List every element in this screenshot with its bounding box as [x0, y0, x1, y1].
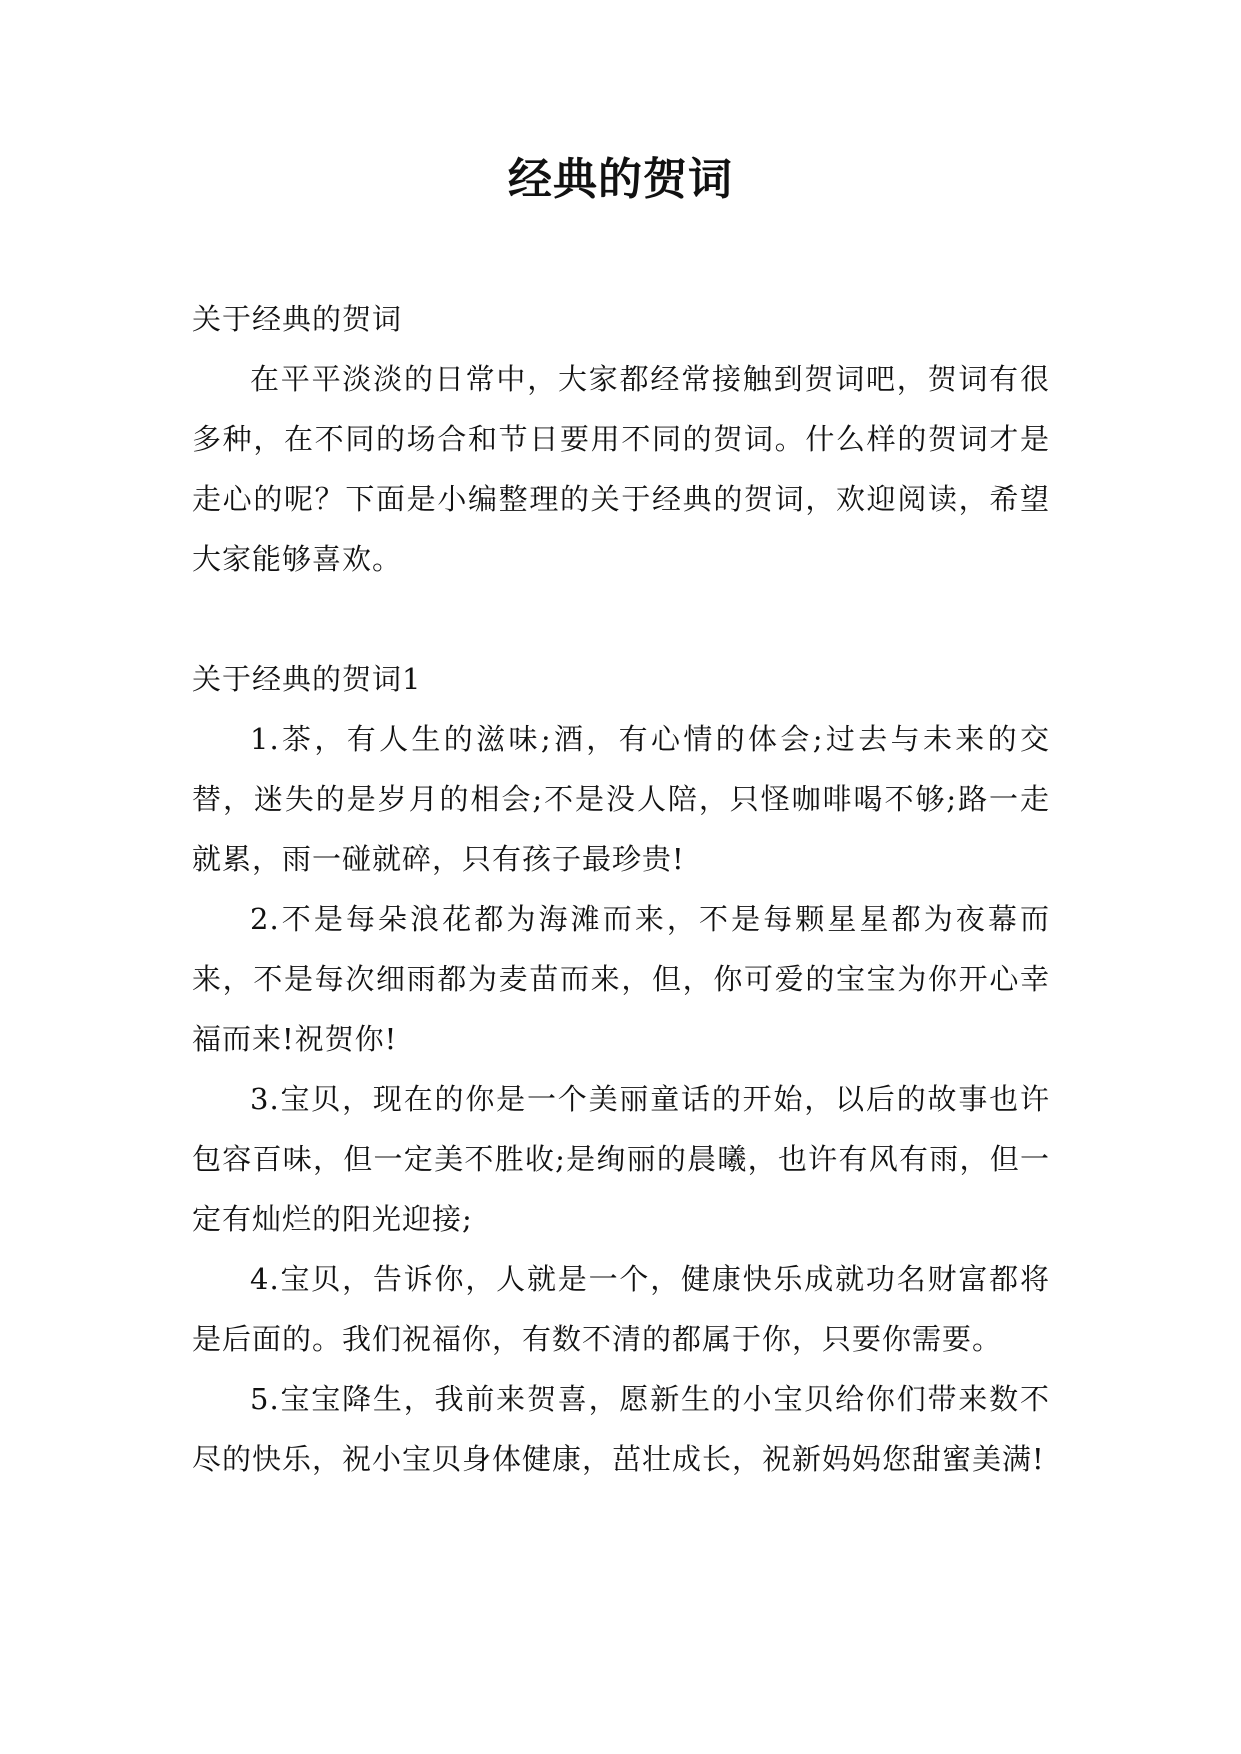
document-body	[192, 289, 1050, 1489]
section-spacer	[192, 589, 1050, 649]
intro-paragraph: 在平平淡淡的日常中，大家都经常接触到贺词吧，贺词有很多种，在不同的场合和节日要用不同的贺词。什么样的贺词才是走心的呢？下面是小编整理的关于经典的贺词，欢迎阅读，希望大家能够喜欢。	[192, 362, 1050, 576]
heading: 关于经典的贺词	[192, 302, 403, 336]
greeting-item-2: 2.不是每朵浪花都为海滩而来，不是每颗星星都为夜幕而来，不是每次细雨都为麦苗而来，但，你可爱的宝宝为你开心幸福而来!祝贺你!	[192, 902, 1050, 1056]
greeting-item-1: 1.茶，有人生的滋味;酒，有心情的体会;过去与未来的交替，迷失的是岁月的相会;不是没人陪，只怪咖啡喝不够;路一走就累，雨一碰就碎，只有孩子最珍贵!	[192, 722, 1050, 876]
greeting-item-4: 4.宝贝，告诉你，人就是一个，健康快乐成就功名财富都将是后面的。我们祝福你，有数不清的都属于你，只要你需要。	[192, 1262, 1050, 1356]
section-heading: 关于经典的贺词1	[192, 662, 422, 696]
greeting-item-3: 3.宝贝，现在的你是一个美丽童话的开始，以后的故事也许包容百味，但一定美不胜收;是绚丽的晨曦，也许有风有雨，但一定有灿烂的阳光迎接;	[192, 1082, 1050, 1236]
document-title: 经典的贺词	[508, 154, 733, 205]
greeting-item-5: 5.宝宝降生，我前来贺喜，愿新生的小宝贝给你们带来数不尽的快乐，祝小宝贝身体健康，茁壮成长，祝新妈妈您甜蜜美满!	[192, 1382, 1050, 1476]
